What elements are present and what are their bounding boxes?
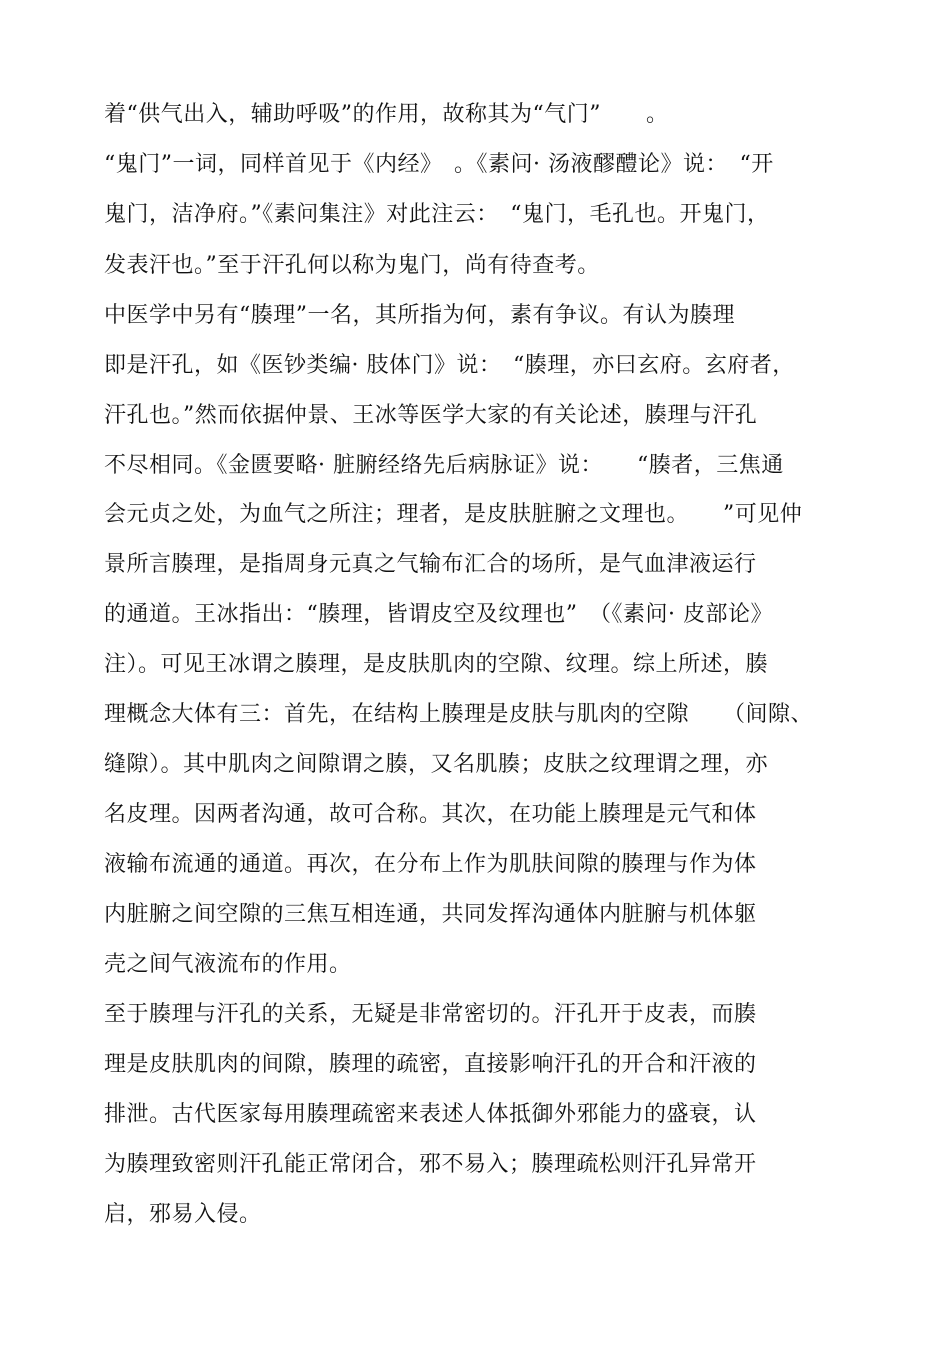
text-line-4: 发表汗也。”至于汗孔何以称为鬼门，尚有待查考。	[104, 253, 600, 278]
text-line-7: 汗孔也。”然而依据仲景、王冰等医学大家的有关论述，腠理与汗孔	[104, 403, 758, 428]
text-line-18: 壳之间气液流布的作用。	[104, 952, 352, 977]
text-line-15: 名皮理。因两者沟通，故可合称。其次，在功能上腠理是元气和体	[104, 802, 757, 827]
text-line-2: “鬼门”一词，同样首见于《内经》 。《素问· 汤液醪醴论》说： “开	[104, 152, 774, 177]
text-line-13: 理概念大体有三：首先，在结构上腠理是皮肤与肌肉的空隙 （间隙、	[104, 702, 814, 727]
text-line-22: 为腠理致密则汗孔能正常闭合，邪不易入；腠理疏松则汗孔异常开	[104, 1152, 757, 1177]
text-line-14: 缝隙）。其中肌肉之间隙谓之腠，又名肌腠；皮肤之纹理谓之理，亦	[104, 752, 769, 777]
text-line-11: 的通道。王冰指出：“腠理，皆谓皮空及纹理也” （《素问· 皮部论》	[104, 602, 773, 627]
text-line-10: 景所言腠理，是指周身元真之气输布汇合的场所，是气血津液运行	[104, 552, 757, 577]
text-line-6: 即是汗孔，如《医钞类编· 肢体门》说： “腠理，亦曰玄府。玄府者，	[104, 353, 795, 378]
text-line-12: 注）。可见王冰谓之腠理，是皮肤肌肉的空隙、纹理。综上所述，腠	[104, 652, 769, 677]
text-line-1: 着“供气出入，辅助呼吸”的作用，故称其为“气门” 。	[104, 102, 669, 127]
text-line-17: 内脏腑之间空隙的三焦互相连通，共同发挥沟通体内脏腑与机体躯	[104, 902, 757, 927]
text-line-8: 不尽相同。《金匮要略· 脏腑经络先后病脉证》说： “腠者，三焦通	[104, 453, 784, 478]
text-line-5: 中医学中另有“腠理”一名，其所指为何，素有争议。有认为腠理	[104, 303, 735, 328]
text-line-9: 会元贞之处，为血气之所注；理者，是皮肤脏腑之文理也。 ”可见仲	[104, 502, 803, 527]
text-line-16: 液输布流通的通道。再次，在分布上作为肌肤间隙的腠理与作为体	[104, 852, 757, 877]
text-line-21: 排泄。古代医家每用腠理疏密来表述人体抵御外邪能力的盛衰，认	[104, 1102, 757, 1127]
text-line-19: 至于腠理与汗孔的关系，无疑是非常密切的。汗孔开于皮表，而腠	[104, 1002, 757, 1027]
text-line-3: 鬼门，洁净府。”《素问集注》对此注云： “鬼门，毛孔也。开鬼门，	[104, 202, 770, 227]
text-line-23: 启，邪易入侵。	[104, 1202, 262, 1227]
text-line-20: 理是皮肤肌肉的间隙，腠理的疏密，直接影响汗孔的开合和汗液的	[104, 1052, 757, 1077]
